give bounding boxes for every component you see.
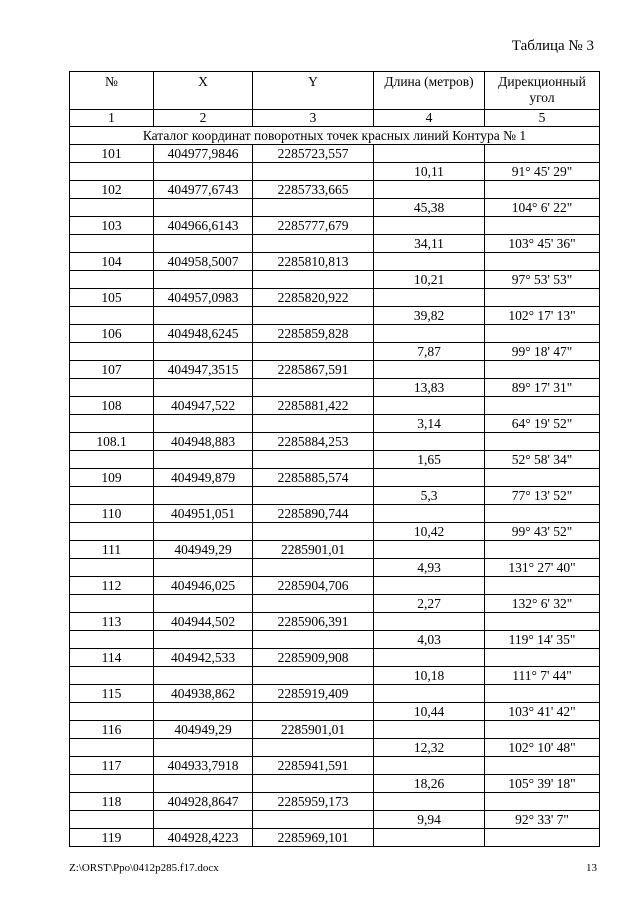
- segment-angle: 97° 53' 53": [485, 271, 600, 289]
- empty-cell: [70, 343, 154, 361]
- column-number: 4: [374, 110, 485, 127]
- segment-row: [70, 451, 600, 469]
- segment-length: 7,87: [374, 343, 485, 361]
- empty-cell: [253, 811, 374, 829]
- segment-angle: 104° 6' 22": [485, 199, 600, 217]
- point-y: 2285901,01: [253, 721, 374, 739]
- coordinates-table: [69, 71, 600, 847]
- empty-cell: [253, 523, 374, 541]
- empty-cell: [253, 163, 374, 181]
- segment-length: 4,03: [374, 631, 485, 649]
- empty-cell: [253, 379, 374, 397]
- empty-cell: [154, 379, 253, 397]
- point-number: 106: [70, 325, 154, 343]
- segment-angle: 92° 33' 7": [485, 811, 600, 829]
- point-y: 2285867,591: [253, 361, 374, 379]
- segment-length: 10,21: [374, 271, 485, 289]
- point-number: 104: [70, 253, 154, 271]
- empty-cell: [70, 811, 154, 829]
- segment-angle: 99° 18' 47": [485, 343, 600, 361]
- empty-cell: [374, 253, 485, 271]
- point-number: 103: [70, 217, 154, 235]
- point-number: 108.1: [70, 433, 154, 451]
- empty-cell: [70, 199, 154, 217]
- point-x: 404958,5007: [154, 253, 253, 271]
- segment-length: 3,14: [374, 415, 485, 433]
- empty-cell: [70, 235, 154, 253]
- catalog-title-row: [70, 127, 600, 145]
- point-y: 2285959,173: [253, 793, 374, 811]
- segment-row: [70, 343, 600, 361]
- segment-row: [70, 487, 600, 505]
- point-x: 404928,8647: [154, 793, 253, 811]
- point-y: 2285859,828: [253, 325, 374, 343]
- segment-length: 5,3: [374, 487, 485, 505]
- point-row: [70, 541, 600, 559]
- point-y: 2285733,665: [253, 181, 374, 199]
- segment-row: [70, 811, 600, 829]
- point-x: 404949,29: [154, 721, 253, 739]
- header-row: [70, 72, 600, 110]
- segment-row: [70, 523, 600, 541]
- segment-length: 4,93: [374, 559, 485, 577]
- empty-cell: [70, 559, 154, 577]
- empty-cell: [485, 505, 600, 523]
- empty-cell: [374, 829, 485, 847]
- empty-cell: [253, 703, 374, 721]
- segment-angle: 131° 27' 40": [485, 559, 600, 577]
- segment-angle: 111° 7' 44": [485, 667, 600, 685]
- point-row: [70, 505, 600, 523]
- point-number: 119: [70, 829, 154, 847]
- empty-cell: [154, 307, 253, 325]
- empty-cell: [253, 487, 374, 505]
- empty-cell: [154, 487, 253, 505]
- empty-cell: [154, 415, 253, 433]
- point-row: [70, 721, 600, 739]
- segment-row: [70, 775, 600, 793]
- point-x: 404946,025: [154, 577, 253, 595]
- point-number: 112: [70, 577, 154, 595]
- empty-cell: [485, 433, 600, 451]
- segment-row: [70, 163, 600, 181]
- point-x: 404949,29: [154, 541, 253, 559]
- segment-angle: 91° 45' 29": [485, 163, 600, 181]
- point-number: 114: [70, 649, 154, 667]
- point-y: 2285901,01: [253, 541, 374, 559]
- segment-length: 10,42: [374, 523, 485, 541]
- point-x: 404938,862: [154, 685, 253, 703]
- point-row: [70, 649, 600, 667]
- segment-length: 10,11: [374, 163, 485, 181]
- point-row: [70, 685, 600, 703]
- empty-cell: [70, 451, 154, 469]
- point-x: 404949,879: [154, 469, 253, 487]
- segment-row: [70, 739, 600, 757]
- empty-cell: [154, 631, 253, 649]
- point-number: 113: [70, 613, 154, 631]
- point-number: 105: [70, 289, 154, 307]
- empty-cell: [374, 721, 485, 739]
- segment-row: [70, 235, 600, 253]
- column-number: 3: [253, 110, 374, 127]
- point-row: [70, 361, 600, 379]
- point-row: [70, 181, 600, 199]
- segment-length: 34,11: [374, 235, 485, 253]
- empty-cell: [154, 739, 253, 757]
- point-row: [70, 829, 600, 847]
- point-number: 115: [70, 685, 154, 703]
- empty-cell: [485, 469, 600, 487]
- empty-cell: [253, 595, 374, 613]
- empty-cell: [154, 451, 253, 469]
- empty-cell: [374, 433, 485, 451]
- segment-row: [70, 379, 600, 397]
- segment-row: [70, 667, 600, 685]
- empty-cell: [374, 181, 485, 199]
- point-row: [70, 289, 600, 307]
- empty-cell: [70, 703, 154, 721]
- empty-cell: [253, 775, 374, 793]
- segment-angle: 52° 58' 34": [485, 451, 600, 469]
- empty-cell: [485, 325, 600, 343]
- column-number: 5: [485, 110, 600, 127]
- empty-cell: [374, 685, 485, 703]
- segment-row: [70, 199, 600, 217]
- point-row: [70, 613, 600, 631]
- point-x: 404966,6143: [154, 217, 253, 235]
- point-x: 404947,3515: [154, 361, 253, 379]
- empty-cell: [485, 721, 600, 739]
- empty-cell: [374, 793, 485, 811]
- point-number: 107: [70, 361, 154, 379]
- point-y: 2285941,591: [253, 757, 374, 775]
- segment-angle: 132° 6' 32": [485, 595, 600, 613]
- empty-cell: [253, 343, 374, 361]
- segment-row: [70, 631, 600, 649]
- empty-cell: [374, 361, 485, 379]
- segment-length: 9,94: [374, 811, 485, 829]
- segment-length: 10,18: [374, 667, 485, 685]
- column-number: 2: [154, 110, 253, 127]
- empty-cell: [154, 523, 253, 541]
- point-number: 102: [70, 181, 154, 199]
- segment-row: [70, 415, 600, 433]
- point-y: 2285884,253: [253, 433, 374, 451]
- point-number: 110: [70, 505, 154, 523]
- empty-cell: [70, 739, 154, 757]
- empty-cell: [70, 631, 154, 649]
- point-number: 117: [70, 757, 154, 775]
- point-number: 111: [70, 541, 154, 559]
- segment-angle: 103° 45' 36": [485, 235, 600, 253]
- empty-cell: [70, 163, 154, 181]
- segment-angle: 99° 43' 52": [485, 523, 600, 541]
- page-number: 13: [586, 862, 597, 874]
- segment-angle: 64° 19' 52": [485, 415, 600, 433]
- segment-length: 13,83: [374, 379, 485, 397]
- segment-length: 18,26: [374, 775, 485, 793]
- empty-cell: [485, 289, 600, 307]
- empty-cell: [253, 559, 374, 577]
- point-x: 404957,0983: [154, 289, 253, 307]
- empty-cell: [485, 757, 600, 775]
- point-y: 2285890,744: [253, 505, 374, 523]
- point-y: 2285820,922: [253, 289, 374, 307]
- point-y: 2285969,101: [253, 829, 374, 847]
- point-y: 2285904,706: [253, 577, 374, 595]
- point-x: 404942,533: [154, 649, 253, 667]
- point-x: 404977,9846: [154, 145, 253, 163]
- segment-row: [70, 559, 600, 577]
- point-y: 2285906,391: [253, 613, 374, 631]
- point-y: 2285777,679: [253, 217, 374, 235]
- empty-cell: [70, 523, 154, 541]
- empty-cell: [374, 649, 485, 667]
- segment-row: [70, 595, 600, 613]
- catalog-title: Каталог координат поворотных точек красных линий Контура № 1: [70, 127, 600, 145]
- empty-cell: [253, 631, 374, 649]
- segment-row: [70, 307, 600, 325]
- point-row: [70, 217, 600, 235]
- point-y: 2285885,574: [253, 469, 374, 487]
- header-length: Длина (метров): [374, 72, 485, 110]
- empty-cell: [374, 541, 485, 559]
- empty-cell: [374, 757, 485, 775]
- empty-cell: [154, 343, 253, 361]
- empty-cell: [253, 415, 374, 433]
- point-row: [70, 253, 600, 271]
- empty-cell: [154, 559, 253, 577]
- point-y: 2285919,409: [253, 685, 374, 703]
- point-x: 404951,051: [154, 505, 253, 523]
- point-row: [70, 433, 600, 451]
- empty-cell: [253, 271, 374, 289]
- point-number: 118: [70, 793, 154, 811]
- empty-cell: [485, 145, 600, 163]
- empty-cell: [70, 415, 154, 433]
- empty-cell: [154, 199, 253, 217]
- header-x: X: [154, 72, 253, 110]
- point-row: [70, 145, 600, 163]
- empty-cell: [485, 649, 600, 667]
- point-x: 404933,7918: [154, 757, 253, 775]
- point-number: 108: [70, 397, 154, 415]
- empty-cell: [253, 667, 374, 685]
- segment-angle: 89° 17' 31": [485, 379, 600, 397]
- empty-cell: [374, 613, 485, 631]
- empty-cell: [70, 271, 154, 289]
- segment-angle: 103° 41' 42": [485, 703, 600, 721]
- empty-cell: [154, 235, 253, 253]
- empty-cell: [374, 145, 485, 163]
- empty-cell: [70, 307, 154, 325]
- empty-cell: [485, 253, 600, 271]
- empty-cell: [485, 793, 600, 811]
- empty-cell: [485, 181, 600, 199]
- empty-cell: [154, 703, 253, 721]
- empty-cell: [485, 829, 600, 847]
- header-direction-angle: Дирекционный угол: [485, 72, 600, 110]
- empty-cell: [154, 595, 253, 613]
- segment-angle: 105° 39' 18": [485, 775, 600, 793]
- empty-cell: [374, 577, 485, 595]
- table-body: [70, 145, 600, 847]
- segment-angle: 119° 14' 35": [485, 631, 600, 649]
- point-number: 116: [70, 721, 154, 739]
- empty-cell: [70, 667, 154, 685]
- empty-cell: [253, 451, 374, 469]
- empty-cell: [485, 685, 600, 703]
- segment-length: 39,82: [374, 307, 485, 325]
- table-label: Таблица № 3: [511, 38, 594, 54]
- point-number: 101: [70, 145, 154, 163]
- empty-cell: [374, 289, 485, 307]
- segment-row: [70, 703, 600, 721]
- point-x: 404928,4223: [154, 829, 253, 847]
- footer-file-path: Z:\ORST\Ppo\0412p285.f17.docx: [69, 862, 219, 874]
- empty-cell: [485, 361, 600, 379]
- empty-cell: [70, 595, 154, 613]
- point-x: 404944,502: [154, 613, 253, 631]
- empty-cell: [154, 271, 253, 289]
- empty-cell: [154, 811, 253, 829]
- point-y: 2285723,557: [253, 145, 374, 163]
- segment-angle: 77° 13' 52": [485, 487, 600, 505]
- segment-length: 12,32: [374, 739, 485, 757]
- point-y: 2285881,422: [253, 397, 374, 415]
- empty-cell: [154, 163, 253, 181]
- empty-cell: [253, 235, 374, 253]
- point-y: 2285810,813: [253, 253, 374, 271]
- empty-cell: [485, 397, 600, 415]
- segment-row: [70, 271, 600, 289]
- point-x: 404977,6743: [154, 181, 253, 199]
- point-x: 404947,522: [154, 397, 253, 415]
- empty-cell: [485, 541, 600, 559]
- segment-length: 10,44: [374, 703, 485, 721]
- empty-cell: [374, 505, 485, 523]
- empty-cell: [374, 397, 485, 415]
- point-row: [70, 469, 600, 487]
- point-x: 404948,6245: [154, 325, 253, 343]
- point-row: [70, 757, 600, 775]
- empty-cell: [253, 199, 374, 217]
- point-y: 2285909,908: [253, 649, 374, 667]
- point-number: 109: [70, 469, 154, 487]
- point-row: [70, 325, 600, 343]
- column-number: 1: [70, 110, 154, 127]
- point-row: [70, 397, 600, 415]
- point-row: [70, 793, 600, 811]
- segment-angle: 102° 17' 13": [485, 307, 600, 325]
- empty-cell: [70, 379, 154, 397]
- segment-length: 2,27: [374, 595, 485, 613]
- empty-cell: [70, 487, 154, 505]
- empty-cell: [485, 613, 600, 631]
- empty-cell: [374, 469, 485, 487]
- column-number-row: [70, 110, 600, 127]
- empty-cell: [154, 667, 253, 685]
- point-x: 404948,883: [154, 433, 253, 451]
- empty-cell: [253, 307, 374, 325]
- segment-length: 1,65: [374, 451, 485, 469]
- empty-cell: [374, 325, 485, 343]
- point-row: [70, 577, 600, 595]
- header-y: Y: [253, 72, 374, 110]
- empty-cell: [70, 775, 154, 793]
- segment-length: 45,38: [374, 199, 485, 217]
- empty-cell: [374, 217, 485, 235]
- empty-cell: [154, 775, 253, 793]
- segment-angle: 102° 10' 48": [485, 739, 600, 757]
- header-number: №: [70, 72, 154, 110]
- empty-cell: [253, 739, 374, 757]
- empty-cell: [485, 217, 600, 235]
- empty-cell: [485, 577, 600, 595]
